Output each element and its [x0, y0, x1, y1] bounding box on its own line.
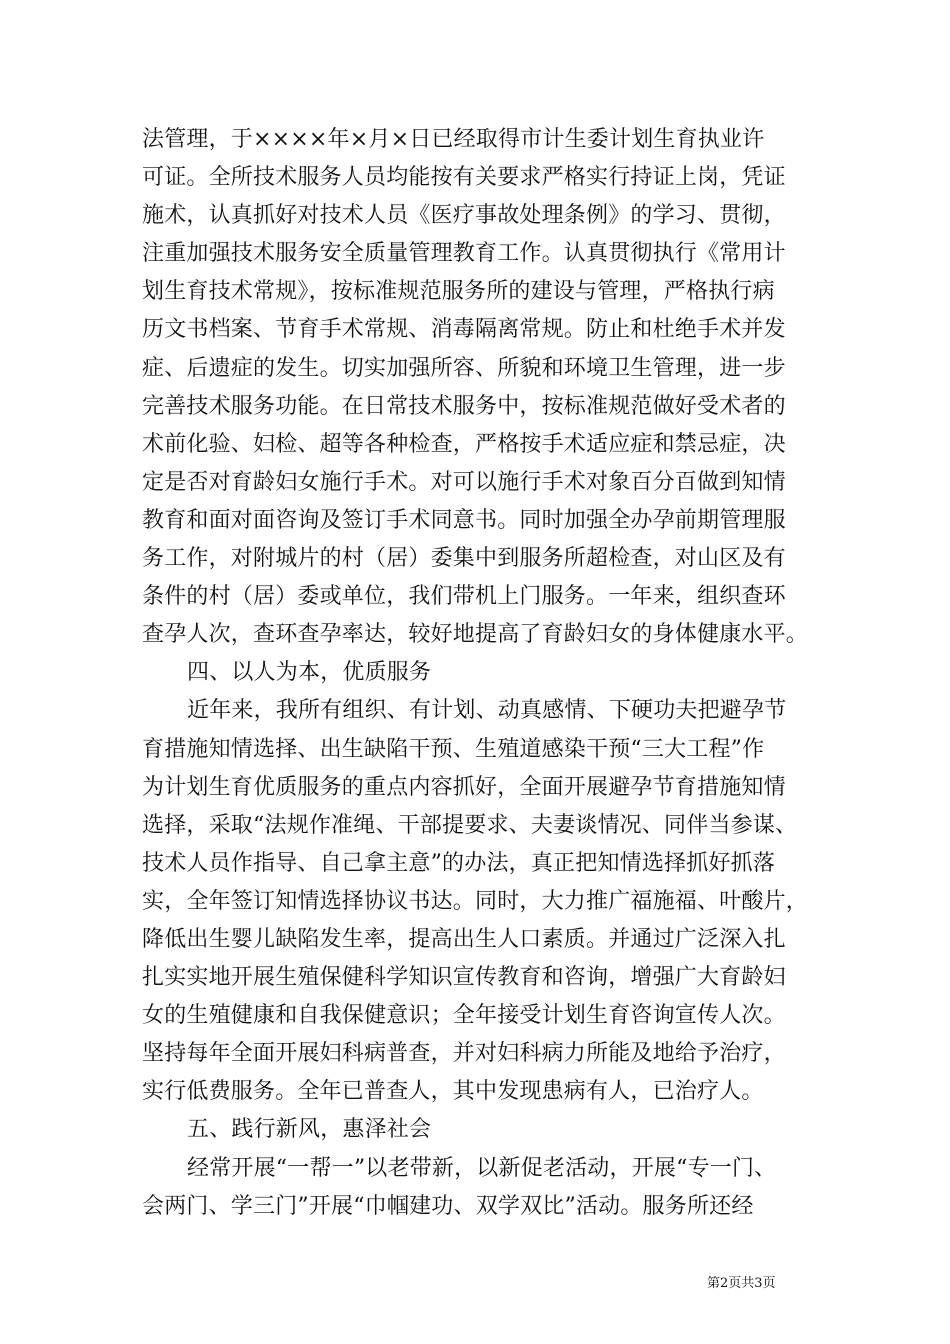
text-line: 女的生殖健康和自我保健意识；全年接受计划生育咨询宣传人次。 — [142, 1003, 786, 1029]
text-line: 可证。全所技术服务人员均能按有关要求严格实行持证上岗，凭证 — [142, 165, 786, 191]
text-line: 教育和面对面咨询及签订手术同意书。同时加强全办孕前期管理服 — [142, 507, 786, 533]
text-line: 实，全年签订知情选择协议书达。同时，大力推广福施福、叶酸片， — [142, 888, 809, 914]
text-line: 会两门、学三门”开展“巾帼建功、双学双比”活动。服务所还经 — [142, 1193, 754, 1219]
text-line: 五、践行新风，惠泽社会 — [187, 1117, 432, 1143]
text-line: 完善技术服务功能。在日常技术服务中，按标准规范做好受术者的 — [142, 393, 786, 419]
text-line: 技术人员作指导、自己拿主意”的办法，真正把知情选择抓好抓落 — [142, 850, 776, 876]
text-line: 施术，认真抓好对技术人员《医疗事故处理条例》的学习、贯彻， — [142, 203, 786, 229]
text-line: 四、以人为本，优质服务 — [187, 660, 432, 686]
document-body — [142, 121, 810, 1226]
text-line: 历文书档案、节育手术常规、消毒隔离常规。防止和杜绝手术并发 — [142, 317, 786, 343]
text-line: 为计划生育优质服务的重点内容抓好，全面开展避孕节育措施知情 — [142, 774, 786, 800]
text-line: 注重加强技术服务安全质量管理教育工作。认真贯彻执行《常用计 — [142, 241, 786, 267]
text-line: 扎实实地开展生殖保健科学知识宣传教育和咨询，增强广大育龄妇 — [142, 965, 786, 991]
text-line: 经常开展“一帮一”以老带新，以新促老活动，开展“专一门、 — [187, 1155, 777, 1181]
text-line: 选择，采取“法规作准绳、干部提要求、夫妻谈情况、同伴当参谋、 — [142, 812, 798, 838]
text-line: 定是否对育龄妇女施行手术。对可以施行手术对象百分百做到知情 — [142, 469, 786, 495]
text-line: 育措施知情选择、出生缺陷干预、生殖道感染干预“三大工程”作 — [142, 736, 765, 762]
page-number-footer: 第2页共3页 — [707, 1276, 776, 1291]
text-line: 实行低费服务。全年已普查人，其中发现患病有人，已治疗人。 — [142, 1079, 764, 1105]
text-line: 划生育技术常规》，按标准规范服务所的建设与管理，严格执行病 — [142, 279, 775, 305]
text-line: 查孕人次，查环查孕率达，较好地提高了育龄妇女的身体健康水平。 — [142, 622, 809, 648]
text-line: 坚持每年全面开展妇科病普查，并对妇科病力所能及地给予治疗， — [142, 1041, 786, 1067]
text-line: 法管理，于××××年×月×日已经取得市计生委计划生育执业许 — [142, 127, 765, 152]
text-line: 术前化验、妇检、超等各种检查，严格按手术适应症和禁忌症，决 — [142, 431, 786, 457]
text-line: 近年来，我所有组织、有计划、动真感情、下硬功夫把避孕节 — [187, 698, 787, 724]
text-line: 症、后遗症的发生。切实加强所容、所貌和环境卫生管理，进一步 — [142, 355, 786, 381]
text-line: 务工作，对附城片的村（居）委集中到服务所超检查，对山区及有 — [142, 546, 786, 572]
text-line: 降低出生婴儿缺陷发生率，提高出生人口素质。并通过广泛深入扎 — [142, 926, 786, 952]
text-line: 条件的村（居）委或单位，我们带机上门服务。一年来，组织查环 — [142, 584, 786, 610]
